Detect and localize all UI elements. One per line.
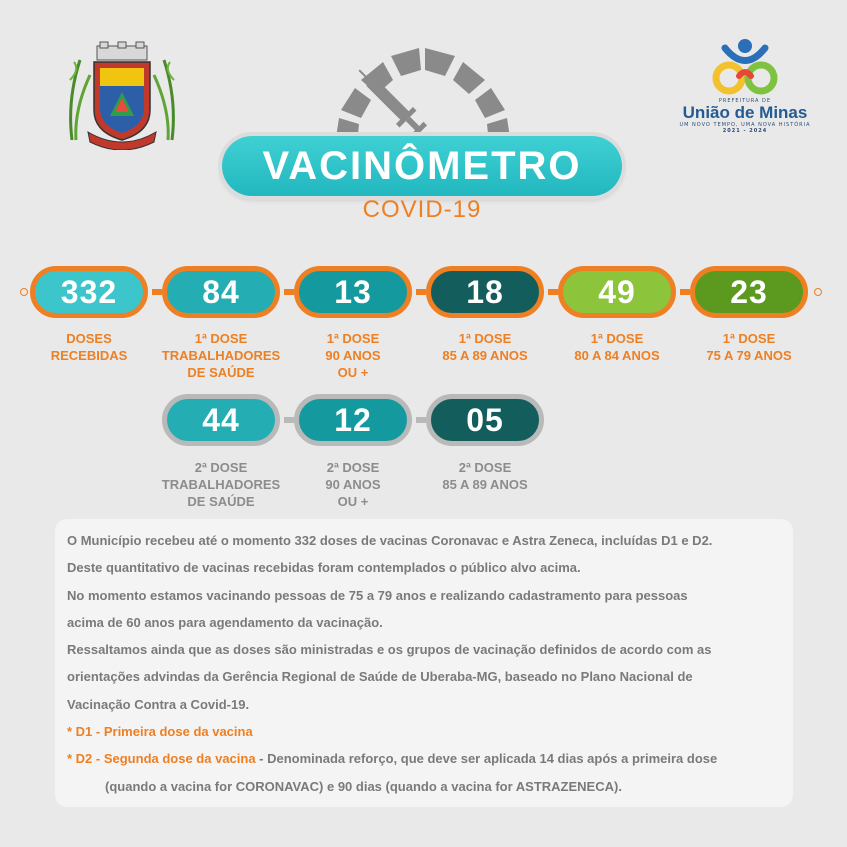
prefeitura-logo [670,38,820,158]
d2-label: * D2 - Segunda dose da vacina [67,751,256,767]
info-paragraph: orientações advindas da Gerência Regional de Saúde de Uberaba-MG, baseado no Plano Nacional de [67,669,693,685]
counter-caption: 1ª DOSE 90 ANOS OU + [325,331,381,380]
counter-d1-80-84: 49 [558,266,676,318]
connector-line [548,289,558,295]
connector-line [416,289,426,295]
info-paragraph: Deste quantitativo de vacinas recebidas foram contemplados o público alvo acima. [67,560,581,576]
d2-note [67,745,781,772]
counter-d2-trabalhadores: 44 [162,394,280,446]
counter-caption: DOSES RECEBIDAS [50,331,128,363]
counter-d2-90-anos: 12 [294,394,412,446]
counter-d1-trabalhadores: 84 [162,266,280,318]
logo-years: 2021 - 2024 [722,128,768,134]
coat-of-arms [62,40,182,150]
counter-caption: 2ª DOSE TRABALHADORES DE SAÚDE [161,460,281,509]
counter-d1-75-79: 23 [690,266,808,318]
info-box [55,519,793,807]
counter-caption: 2ª DOSE 85 A 89 ANOS [442,460,528,492]
d2-text-continued: (quando a vacina for CORONAVAC) e 90 dias (quando a vacina for ASTRAZENECA). [105,778,622,794]
d2-text: - Denominada reforço, que deve ser aplicada 14 dias após a primeira dose [255,751,718,767]
connector-line [680,289,690,295]
d1-note: * D1 - Primeira dose da vacina [67,724,253,740]
info-paragraph: Vacinação Contra a Covid-19. [67,696,250,712]
counter-d1-85-89: 18 [426,266,544,318]
logo-prefix: PREFEITURA DE [718,98,772,104]
connector-line [284,417,294,423]
counter-caption: 2ª DOSE 90 ANOS OU + [325,460,381,509]
info-paragraph: Ressaltamos ainda que as doses são ministradas e os grupos de vacinação definidos de acordo com as [67,642,712,658]
logo-mark-icon [695,38,795,96]
logo-name: União de Minas [682,103,808,122]
connector-line [284,289,294,295]
info-paragraph: acima de 60 anos para agendamento da vacinação. [67,614,383,630]
connector-line [152,289,162,295]
counter-caption: 1ª DOSE TRABALHADORES DE SAÚDE [161,331,281,380]
counter-caption: 1ª DOSE 75 A 79 ANOS [706,331,792,363]
counter-caption: 1ª DOSE 80 A 84 ANOS [574,331,660,363]
counter-caption: 1ª DOSE 85 A 89 ANOS [442,331,528,363]
connector-line [416,417,426,423]
counter-doses-recebidas: 332 [30,266,148,318]
page-title: VACINÔMETRO [222,136,622,196]
counter-d1-90-anos: 13 [294,266,412,318]
connector-dot [814,288,822,296]
gauge-syringe-icon [325,36,515,146]
info-paragraph: O Município recebeu até o momento 332 doses de vacinas Coronavac e Astra Zeneca, incluídas D1 e D2. [67,533,713,548]
page-subtitle: COVID-19 [362,196,482,223]
logo-slogan: UM NOVO TEMPO, UMA NOVA HISTÓRIA [679,122,811,128]
connector-dot [20,288,28,296]
counter-d2-85-89: 05 [426,394,544,446]
info-paragraph: No momento estamos vacinando pessoas de 75 a 79 anos e realizando cadastramento para pessoas [67,587,688,603]
